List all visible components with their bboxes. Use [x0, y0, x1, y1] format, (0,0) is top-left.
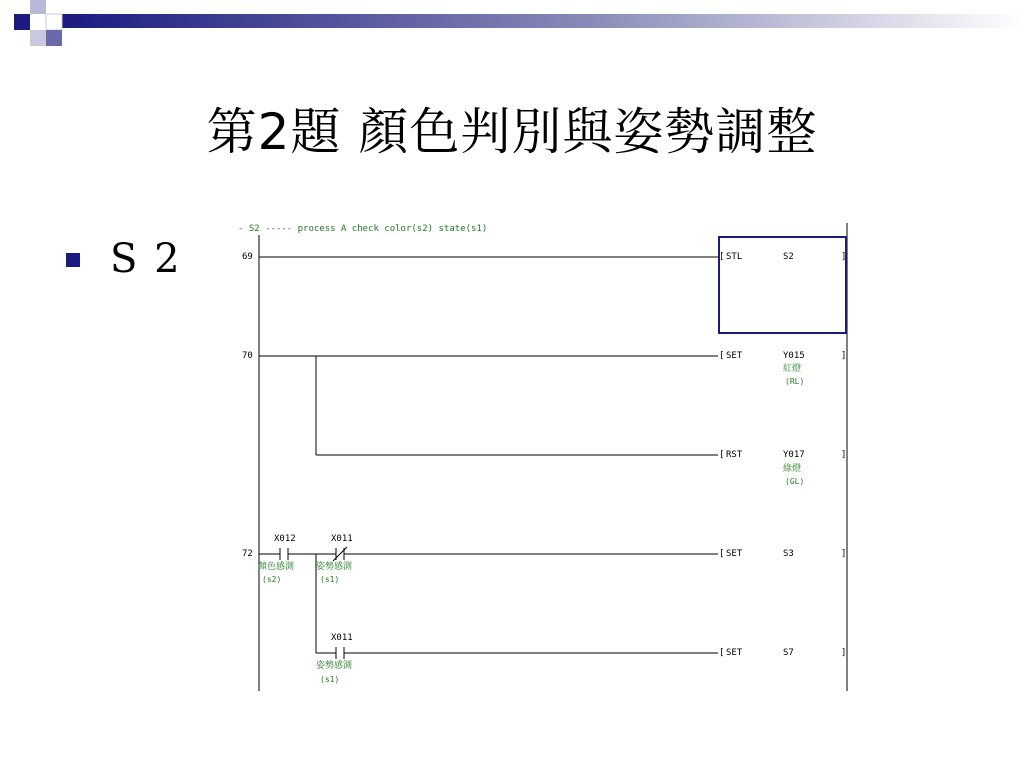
contact-device: X012 [274, 534, 296, 544]
svg-text:]: ] [841, 252, 847, 262]
instruction-label: SET [726, 648, 743, 658]
svg-text:]: ] [841, 648, 847, 658]
normally-open-contact-icon [280, 548, 288, 560]
operand-label: S2 [783, 252, 794, 262]
slide-title: 第2題 顏色判別與姿勢調整 [206, 103, 818, 161]
ladder-comment: - S2 ----- process A check color(s2) state(s1) [238, 224, 488, 234]
svg-text:[: [ [719, 549, 725, 559]
instruction-label: STL [726, 252, 743, 262]
normally-open-contact-icon [336, 647, 344, 659]
operand-label: S3 [783, 549, 794, 559]
instruction-label: RST [726, 450, 743, 460]
instruction-label: SET [726, 549, 743, 559]
svg-text:[: [ [719, 450, 725, 460]
contact-comment: (s1) [320, 675, 340, 684]
contact-device: X011 [331, 633, 353, 643]
svg-text:]: ] [841, 450, 847, 460]
step-number: 69 [242, 252, 253, 262]
contact-comment: 顏色感測 [258, 562, 295, 572]
operand-label: S7 [783, 648, 794, 658]
step-number: 70 [242, 351, 253, 361]
operand-label: Y015 [783, 351, 805, 361]
device-comment: 綠燈 [783, 464, 802, 474]
svg-text:[: [ [719, 351, 725, 361]
bullet-square-icon [66, 253, 80, 267]
slide-header-decoration [0, 0, 1024, 60]
svg-text:[: [ [719, 648, 725, 658]
instruction-label: SET [726, 351, 743, 361]
bullet-text: S 2 [110, 236, 182, 282]
step-number: 72 [242, 549, 253, 559]
contact-comment: 姿勢感測 [316, 661, 353, 671]
contact-comment: 姿勢感測 [316, 562, 353, 572]
operand-label: Y017 [783, 450, 805, 460]
ladder-diagram [230, 215, 860, 695]
device-comment: (RL) [785, 377, 805, 386]
contact-comment: (s1) [320, 575, 340, 584]
contact-comment: (s2) [262, 575, 282, 584]
device-comment: 紅燈 [783, 364, 802, 374]
svg-text:]: ] [841, 351, 847, 361]
contact-device: X011 [331, 534, 353, 544]
device-comment: (GL) [785, 477, 805, 486]
svg-text:]: ] [841, 549, 847, 559]
svg-text:[: [ [719, 252, 725, 262]
